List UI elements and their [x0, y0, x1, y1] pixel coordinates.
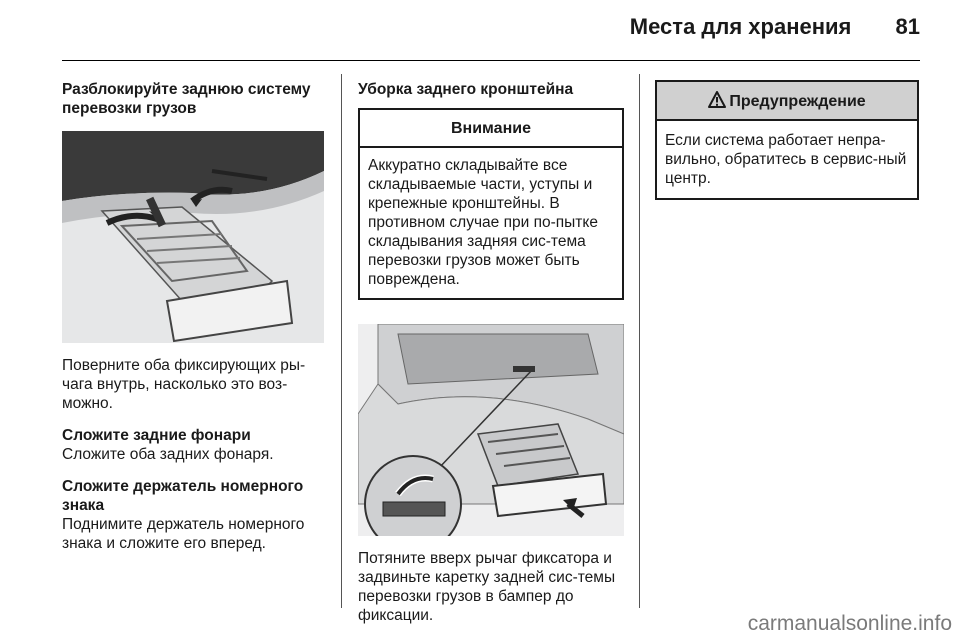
header-rule — [62, 60, 920, 61]
warning-title: Предупреждение — [729, 93, 866, 110]
warning-box — [655, 80, 919, 200]
column-divider-2 — [639, 74, 640, 608]
watermark: carmanualsonline.info — [747, 612, 952, 635]
paragraph-fold-lights: Сложите оба задних фонаря. — [62, 446, 274, 463]
paragraph-turn-levers: Поверните оба фиксирующих ры-чага внутрь, насколько это воз-можно. — [62, 357, 306, 412]
warning-body: Если система работает непра-вильно, обратитесь в сервис-ный центр. — [665, 132, 907, 187]
figure-rear-carrier-unlock — [62, 131, 324, 343]
column-3 — [655, 80, 919, 200]
paragraph-pull-lever: Потяните вверх рычаг фиксатора и задвиньте каретку задней сис-темы перевозки грузов в бампер до фиксации. — [358, 550, 616, 624]
figure-stow-carrier — [358, 324, 624, 536]
paragraph-fold-plate-holder: Поднимите держатель номерного знака и сложите его вперед. — [62, 516, 305, 552]
heading-stow-carrier: Уборка заднего кронштейна — [358, 81, 574, 98]
section-title: Места для хранения — [629, 14, 852, 39]
warning-triangle-icon — [708, 91, 726, 108]
heading-fold-plate-holder: Сложите держатель номерного знака — [62, 478, 304, 514]
rear-carrier-illustration — [62, 131, 324, 343]
car-rear-illustration — [358, 324, 624, 536]
column-divider-1 — [341, 74, 342, 608]
heading-unlock: Разблокируйте заднюю систему перевозки грузов — [62, 81, 311, 117]
page-number: 81 — [895, 14, 920, 39]
notice-box — [358, 108, 624, 300]
page-header — [630, 14, 920, 40]
warning-header — [657, 82, 917, 121]
notice-body: Аккуратно складывайте все складываемые части, уступы и крепежные кронштейны. В противном случае при по-пытке складывания задняя сис-тема перевозки грузов может быть повреждена. — [368, 157, 598, 288]
column-2 — [358, 80, 624, 625]
notice-title: Внимание — [360, 110, 622, 148]
column-1 — [62, 80, 324, 553]
heading-fold-lights: Сложите задние фонари — [62, 427, 251, 444]
